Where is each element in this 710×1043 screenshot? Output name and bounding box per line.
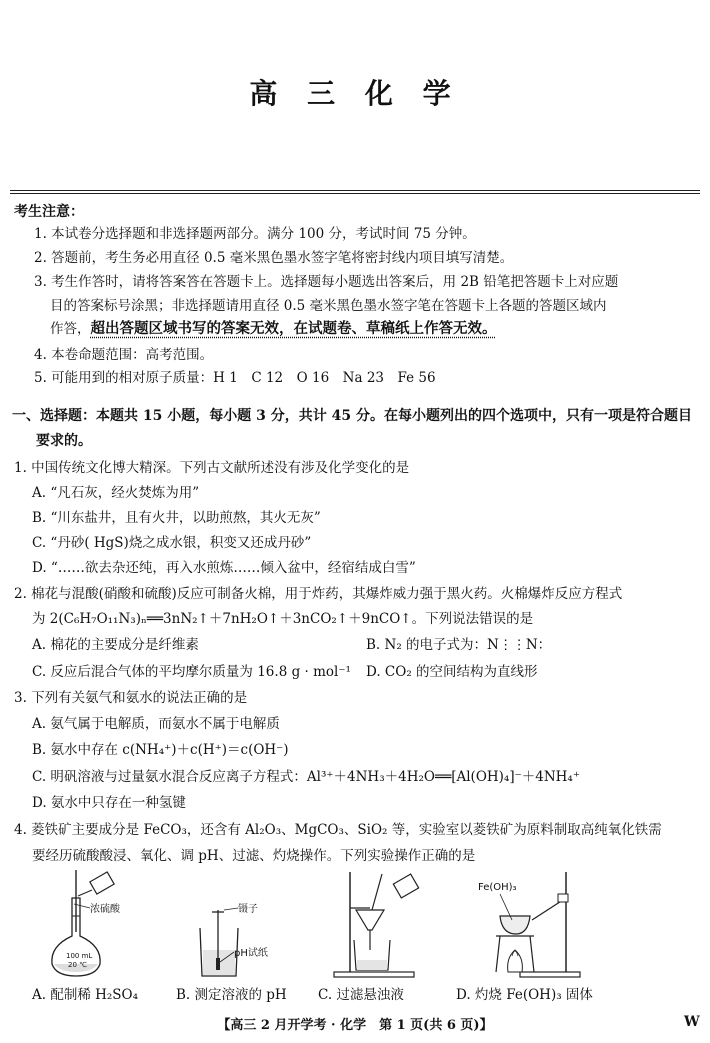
notice-item-3: 3. 考生作答时，请将答案答在答题卡上。选择题每小题选出答案后，用 2B 铅笔把答题卡上对应题: [34, 274, 619, 290]
figure-a-volumetric-flask: [30, 868, 140, 978]
notice-item-5: 5. 可能用到的相对原子质量：H 1 C 12 O 16 Na 23 Fe 56: [34, 370, 436, 386]
notice-item-1: 1. 本试卷分选择题和非选择题两部分。满分 100 分，考试时间 75 分钟。: [34, 226, 476, 242]
notice-heading: 考生注意：: [14, 204, 84, 220]
question-2-option-b: B. N₂ 的电子式为：N⋮⋮N：: [366, 637, 552, 653]
question-2-option-a: A. 棉花的主要成分是纤维素: [32, 637, 199, 653]
notice-item-2: 2. 答题前，考生务必用直径 0.5 毫米黑色墨水签字笔将密封线内项目填写清楚。: [34, 250, 514, 266]
question-3-option-d: D. 氨水中只存在一种氢键: [32, 795, 186, 811]
figure-a-label-acid: 浓硫酸: [90, 904, 120, 915]
question-2-stem-cont: 为 2(C₆H₇O₁₁N₃)ₙ══3nN₂↑＋7nH₂O↑＋3nCO₂↑＋9nCO↑。下列说法错误的是: [32, 611, 534, 627]
question-4-option-c: C. 过滤悬浊液: [318, 987, 404, 1003]
figure-b-label-ph-paper: pH试纸: [234, 948, 268, 959]
question-4-stem: 4. 菱铁矿主要成分是 FeCO₃，还含有 Al₂O₃、MgCO₃、SiO₂ 等，实验室以菱铁矿为原料制取高纯氧化铁需: [14, 822, 662, 838]
question-3-stem: 3. 下列有关氨气和氨水的说法正确的是: [14, 690, 248, 706]
figure-d-label: Fe(OH)₃: [478, 882, 517, 893]
question-4-option-a: A. 配制稀 H₂SO₄: [32, 987, 139, 1003]
footer-mark: W: [684, 1014, 700, 1030]
question-2-option-c: C. 反应后混合气体的平均摩尔质量为 16.8 g · mol⁻¹: [32, 664, 351, 680]
notice-item-3-emphasis: 超出答题区域书写的答案无效，在试题卷、草稿纸上作答无效。: [90, 320, 497, 337]
question-4-option-b: B. 测定溶液的 pH: [176, 987, 287, 1003]
question-4-option-d: D. 灼烧 Fe(OH)₃ 固体: [456, 987, 593, 1003]
notice-item-3-cont2: [50, 317, 497, 338]
page-footer: 【高三 2 月开学考 · 化学 第 1 页(共 6 页)】: [217, 1018, 493, 1033]
notice-item-3-cont: 目的答案标号涂黑；非选择题请用直径 0.5 毫米黑色墨水签字笔在答题卡上各题的答题区域内: [50, 298, 607, 314]
figure-c-filtration: [330, 868, 440, 980]
page-title: 高 三 化 学: [249, 77, 461, 110]
figure-d-crucible-heating: [470, 868, 590, 980]
notice-item-4: 4. 本卷命题范围：高考范围。: [34, 347, 214, 363]
question-2-option-d: D. CO₂ 的空间结构为直线形: [366, 664, 538, 680]
question-1-option-c: C. “丹砂( HgS)烧之成水银，积变又还成丹砂”: [32, 535, 312, 551]
question-3-option-a: A. 氨气属于电解质，而氨水不属于电解质: [32, 716, 280, 732]
notice-item-3-prefix: 作答，: [50, 321, 91, 337]
figure-a-label-temp: 20 ℃: [68, 961, 87, 969]
question-1-stem: 1. 中国传统文化博大精深。下列古文献所述没有涉及化学变化的是: [14, 460, 410, 476]
section-heading-cont: 要求的。: [36, 433, 92, 449]
figure-a-label-volume: 100 mL: [66, 952, 93, 960]
figure-b-ph-test: [190, 900, 300, 980]
divider: [10, 193, 700, 194]
divider: [10, 190, 700, 191]
question-2-stem: 2. 棉花与混酸(硝酸和硫酸)反应可制备火棉，用于炸药，其爆炸威力强于黑火药。火棉爆炸反应方程式: [14, 586, 623, 602]
section-heading: 一、选择题：本题共 15 小题，每小题 3 分，共计 45 分。在每小题列出的四个选项中，只有一项是符合题目: [12, 408, 692, 424]
figure-b-label-tweezers: 镊子: [238, 904, 258, 915]
question-1-option-a: A. “凡石灰，经火焚炼为用”: [32, 485, 200, 501]
question-3-option-b: B. 氨水中存在 c(NH₄⁺)＋c(H⁺)＝c(OH⁻): [32, 742, 289, 758]
question-4-stem-cont: 要经历硫酸酸浸、氧化、调 pH、过滤、灼烧操作。下列实验操作正确的是: [32, 848, 476, 864]
question-3-option-c: C. 明矾溶液与过量氨水混合反应离子方程式：Al³⁺＋4NH₃＋4H₂O══[Al(OH)₄]⁻＋4NH₄⁺: [32, 769, 580, 785]
question-1-option-b: B. “川东盐井，且有火井，以助煎熬，其火无灰”: [32, 510, 321, 526]
question-1-option-d: D. “……欲去杂还纯，再入水煎炼……倾入盆中，经宿结成白雪”: [32, 560, 416, 576]
